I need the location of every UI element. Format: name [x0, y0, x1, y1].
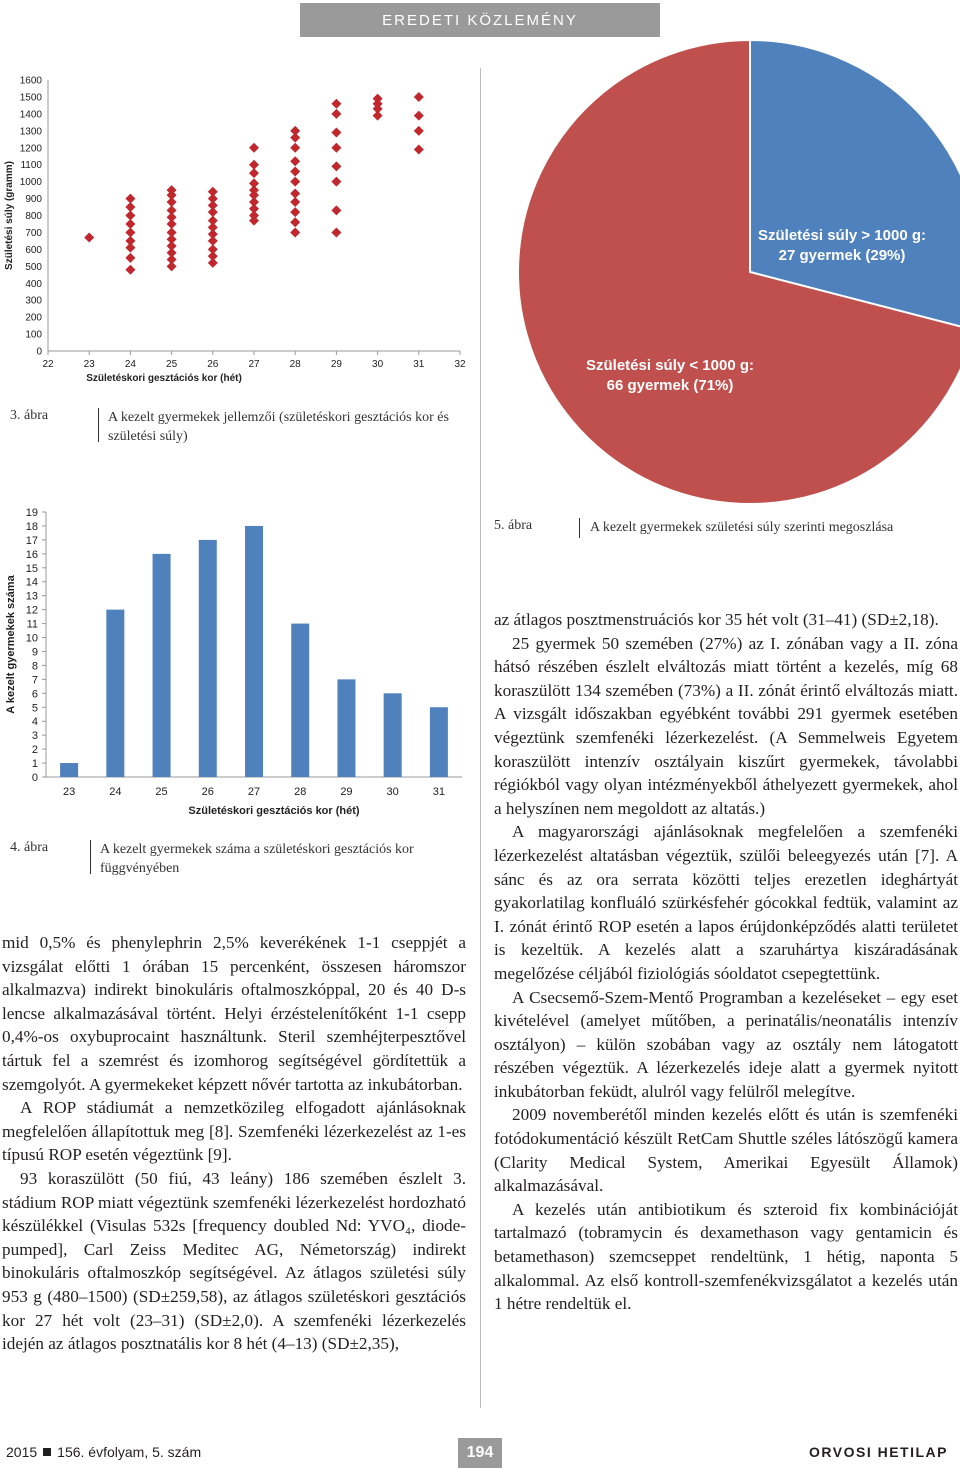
y-tick-label: 1200 [19, 143, 42, 155]
figure-3-scatter-chart [0, 68, 470, 388]
pie-slice-value: 66 gyermek (71%) [606, 377, 734, 394]
figure-3-caption-text: A kezelt gyermekek jellemzői (születéskori gesztációs kor és születési súly) [108, 410, 449, 444]
y-tick-label: 600 [25, 244, 42, 256]
x-tick-label: 29 [330, 359, 342, 370]
y-tick-label: 100 [25, 329, 42, 341]
scatter-point [414, 144, 424, 154]
y-tick-label: 9 [31, 646, 38, 659]
square-bullet-icon [43, 1448, 51, 1456]
scatter-point [331, 177, 341, 187]
figure-4-bar-chart [0, 500, 470, 830]
x-tick-label: 24 [109, 786, 122, 798]
scatter-point [249, 143, 259, 153]
right-paragraph-4: A Csecsemő-Szem-Mentő Programban a kezeléseket – egy eset kivételével (amelyet műtőben, a perinatális/neonatális intenzív osztályon) – külön szobában vagy az osztály nem látogatott részében végeztük. A lézerkezelés ideje alatt a gyermek nyitott inkubátorban feküdt, alulról vagy felülről melegítve. [494, 987, 958, 1101]
y-tick-label: 500 [25, 261, 42, 273]
scatter-point [331, 161, 341, 171]
x-tick-label: 23 [62, 786, 76, 798]
scatter-point [290, 166, 300, 176]
scatter-point [331, 128, 341, 138]
y-tick-label: 6 [31, 688, 38, 701]
scatter-point [290, 217, 300, 227]
scatter-point [290, 227, 300, 237]
bar [60, 763, 78, 777]
y-tick-label: 7 [31, 674, 38, 687]
figure-4-caption [10, 840, 470, 880]
scatter-point [290, 126, 300, 136]
figure-5-caption [494, 518, 954, 540]
footer-volume: 156. évfolyam, 5. szám [57, 1444, 202, 1460]
figure-5-label: 5. ábra [494, 518, 533, 533]
y-tick-label: 4 [31, 716, 38, 729]
right-text-column [494, 608, 958, 1316]
bar [153, 554, 171, 777]
y-tick-label: 16 [25, 548, 38, 561]
pie-slice-label: Születési súly < 1000 g: [586, 357, 754, 374]
figure-5-pie-chart [488, 40, 960, 510]
scatter-point [290, 143, 300, 153]
pie-slice-value: 27 gyermek (29%) [778, 247, 906, 264]
section-header: EREDETI KÖZLEMÉNY [300, 3, 660, 37]
y-tick-label: 0 [31, 772, 38, 784]
x-tick-label: 27 [248, 359, 260, 370]
left-paragraph-3: 93 koraszülött (50 fiú, 43 leány) 186 szemében észlelt 3. stádium ROP miatt végeztünk szemfenéki lézerkezelést hordozható készülékkel (Visulas 532s [frequency doubled Nd: YVO₄, diode-pumped], Carl Zeiss Meditec AG, Németország) indirekt binokuláris oftalmoszkóp segítségével. Az átlagos születési súly 953 g (480–1500) (SD±259,58), az átlagos születéskori gesztációs kor 27 hét volt (23–31) (SD±2,0). A szemfenéki lézerkezelés idején az átlagos posztnatális kor 8 hét (4–13) (SD±2,35), [2, 1168, 466, 1354]
footer-issue [6, 1444, 201, 1460]
y-tick-label: 1 [31, 758, 38, 771]
y-tick-label: 300 [25, 295, 42, 307]
journal-name: ORVOSI HETILAP [809, 1444, 948, 1460]
right-paragraph-5: 2009 novemberétől minden kezelés előtt és után is szemfenéki fotódokumentáció készült RetCam Shuttle széles látószögű kamera (Clarity Medical System, Amerikai Egyesült Államok) alkalmazásával. [494, 1105, 958, 1196]
right-paragraph-1: az átlagos posztmenstruációs kor 35 hét volt (31–41) (SD±2,18). [494, 610, 939, 629]
right-paragraph-3: A magyarországi ajánlásoknak megfelelően a szemfenéki lézerkezelést altatásban végeztük, szülői beleegyezés után [7]. A sánc és az ora serrata közötti teljes erezetlen ideghártyát gyakorlatilag konfluáló szürkésfehér gócokkal fedtük, valamint az I. zónát érintő ROP esetén a lapos érújdonképződés alatti területet is kezeltük. A kezelés alatt a szaruhártya kiszáradásának megelőzése céljából fiziológiás sóoldatot csepegtettünk. [494, 822, 958, 983]
y-tick-label: 8 [31, 660, 38, 673]
y-tick-label: 1100 [20, 160, 42, 172]
x-tick-label: 22 [42, 359, 54, 370]
bar [199, 540, 217, 777]
y-tick-label: 1300 [19, 126, 42, 138]
x-axis-title: Születéskori gesztációs kor (hét) [86, 373, 242, 384]
y-tick-label: 10 [25, 632, 38, 645]
scatter-point [290, 207, 300, 217]
y-tick-label: 13 [25, 590, 38, 603]
scatter-point [331, 205, 341, 215]
scatter-point [331, 109, 341, 119]
x-tick-label: 28 [289, 359, 301, 370]
bar [291, 624, 309, 777]
bar [337, 679, 355, 777]
y-tick-label: 19 [25, 507, 38, 519]
y-tick-label: 900 [25, 194, 42, 206]
x-tick-label: 30 [372, 359, 384, 370]
y-tick-label: 0 [36, 346, 42, 358]
scatter-point [414, 92, 424, 102]
left-paragraph-1: mid 0,5% és phenylephrin 2,5% keverékének 1-1 cseppjét a vizsgálat előtti 1 órában 15 percenként, összesen háromszor alkalmazva) indirekt binokuláris oftalmoszkóppal, 20 és 40 D-s lencse alkalmazásával történt. Helyi érzéstelenítőként 1-1 csepp 0,4%-os oxybuprocaint használtunk. Steril szemhéjterpesztővel tártuk fel a szemrést és izomhorog segítségével gördítettük a szemgolyót. A gyermekeket képzett nővér tartotta az inkubátorban. [2, 933, 466, 1094]
figure-4-caption-text: A kezelt gyermekek száma a születéskori gesztációs kor függvényében [100, 842, 414, 876]
y-tick-label: 1400 [19, 109, 42, 121]
scatter-point [331, 143, 341, 153]
y-tick-label: 12 [25, 604, 38, 617]
bar [245, 526, 263, 777]
y-tick-label: 3 [31, 730, 38, 743]
x-tick-label: 24 [124, 359, 136, 370]
x-tick-label: 32 [454, 359, 466, 370]
y-tick-label: 2 [31, 744, 38, 757]
scatter-point [208, 187, 218, 197]
right-paragraph-6: A kezelés után antibiotikum és szteroid fix kombinációját tartalmazó (tobramycin és dexamethason vagy gentamicin és betamethason) szemcseppet rendeltünk, 1 hétig, naponta 5 alkalommal. Az első kontroll-szemfenékvizsgálatot a kezelés után 1 hétre rendeltük el. [494, 1199, 958, 1314]
y-tick-label: 200 [25, 312, 42, 324]
scatter-point [125, 253, 135, 263]
scatter-point [290, 156, 300, 166]
scatter-point [373, 94, 383, 104]
scatter-point [290, 188, 300, 198]
scatter-point [125, 194, 135, 204]
scatter-point [249, 160, 259, 170]
bar [106, 610, 124, 777]
figure-3-label: 3. ábra [10, 408, 49, 423]
y-tick-label: 700 [25, 227, 42, 239]
x-tick-label: 25 [155, 786, 168, 798]
scatter-point [414, 126, 424, 136]
scatter-point [167, 185, 177, 195]
x-tick-label: 26 [207, 359, 219, 370]
x-tick-label: 31 [413, 359, 425, 370]
y-tick-label: 1500 [19, 92, 42, 104]
scatter-point [331, 227, 341, 237]
left-paragraph-2: A ROP stádiumát a nemzetközileg elfogadott ajánlásoknak megfelelően állapítottuk meg [8]. Szemfenéki lézerkezelést az 1-es típusú ROP esetén végeztünk [9]. [2, 1098, 466, 1165]
y-axis-title: Születési súly (gramm) [4, 161, 15, 270]
figure-3-caption [10, 408, 470, 448]
pie-slice-label: Születési súly > 1000 g: [758, 227, 926, 244]
y-tick-label: 17 [25, 534, 38, 547]
y-tick-label: 14 [25, 576, 38, 589]
column-divider [480, 68, 481, 1408]
x-tick-label: 31 [432, 786, 446, 798]
scatter-point [125, 265, 135, 275]
x-tick-label: 23 [83, 359, 95, 370]
bar [384, 693, 402, 777]
bar [430, 707, 448, 777]
y-tick-label: 11 [26, 618, 38, 631]
y-tick-label: 15 [25, 562, 38, 575]
x-tick-label: 29 [340, 786, 353, 798]
y-axis-title: A kezelt gyermekek száma [5, 575, 17, 714]
scatter-point [290, 177, 300, 187]
x-tick-label: 25 [166, 359, 178, 370]
scatter-point [331, 99, 341, 109]
left-text-column [2, 931, 466, 1356]
y-tick-label: 1000 [19, 177, 42, 189]
right-paragraph-2: 25 gyermek 50 szemében (27%) az I. zónában vagy a II. zóna hátsó részében észlelt elváltozás miatt történt a kezelés, míg 68 koraszülött 134 szemében (73%) a II. zónát érintő elváltozás miatt. A vizsgált időszakban egyébként további 291 gyermek esetében végeztünk szemfenéki lézerkezelést. (A Semmelweis Egyetem koraszülött intenzív osztályain kiszűrt gyermekek, távolabbi régiókból vagy olyan intézményekből áthelyezett gyermekek, ahol a helyszínen nem megoldott az altatás.) [494, 633, 958, 818]
x-tick-label: 26 [201, 786, 214, 798]
page-number: 194 [458, 1438, 502, 1468]
x-tick-label: 27 [247, 786, 261, 798]
y-tick-label: 1600 [19, 75, 42, 87]
x-axis-title: Születéskori gesztációs kor (hét) [188, 805, 360, 817]
x-tick-label: 28 [294, 786, 307, 798]
scatter-point [84, 233, 94, 243]
figure-4-label: 4. ábra [10, 840, 49, 855]
y-tick-label: 400 [25, 278, 42, 290]
y-tick-label: 18 [25, 520, 38, 533]
x-tick-label: 30 [386, 786, 399, 798]
footer-year: 2015 [6, 1444, 38, 1460]
figure-5-caption-text: A kezelt gyermekek születési súly szerinti megoszlása [590, 520, 894, 535]
scatter-point [414, 111, 424, 121]
y-tick-label: 5 [31, 702, 38, 715]
scatter-point [249, 178, 259, 188]
y-tick-label: 800 [25, 211, 42, 222]
